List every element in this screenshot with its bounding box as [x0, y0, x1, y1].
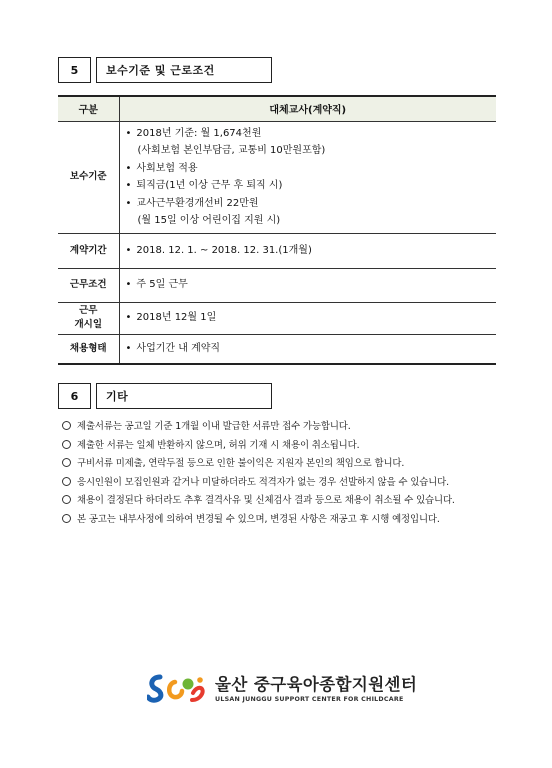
note-text: 제출서류는 공고일 기준 1개월 이내 발급한 서류만 접수 가능합니다. [77, 421, 351, 432]
table-row-period [58, 233, 496, 268]
row-value-condition [119, 268, 496, 302]
list-item [62, 418, 455, 437]
pay-line: (월 15일 이상 어린이집 지원 시) [137, 215, 281, 226]
table-row-condition [58, 268, 496, 302]
pay-line: (사회보험 본인부담금, 교통비 10만원포함) [137, 145, 326, 156]
pay-line: • 퇴직금(1년 이상 근무 후 퇴직 시) [126, 177, 497, 195]
circle-bullet-icon [62, 514, 71, 523]
list-item [62, 511, 455, 530]
period-value: • 2018. 12. 1. ~ 2018. 12. 31.(1개월) [126, 245, 312, 256]
row-label-pay: 보수기준 [58, 121, 119, 233]
pay-conditions-table [58, 95, 496, 365]
condition-value: • 주 5일 근무 [126, 279, 188, 290]
pay-line: • 사회보험 적용 [126, 160, 497, 178]
table-header-row [58, 96, 496, 121]
list-item [62, 492, 455, 511]
row-label-start [58, 302, 119, 334]
row-value-start [119, 302, 496, 334]
circle-bullet-icon [62, 440, 71, 449]
row-label-condition: 근무조건 [58, 268, 119, 302]
section-5-header [58, 57, 272, 84]
circle-bullet-icon [62, 458, 71, 467]
column-header-category: 구분 [58, 96, 119, 121]
pay-line: • 교사근무환경개선비 22만원 [126, 195, 497, 213]
row-label-type: 채용형태 [58, 334, 119, 364]
row-label-period: 계약기간 [58, 233, 119, 268]
table-row-type [58, 334, 496, 364]
section-title: 보수기준 및 근로조건 [96, 57, 272, 83]
logo-name-korean: 울산 중구육아종합지원센터 [215, 674, 418, 694]
note-text: 본 공고는 내부사정에 의하여 변경될 수 있으며, 변경된 사항은 재공고 후 시행 예정입니다. [77, 513, 440, 525]
logo-name-english: ULSAN JUNGGU SUPPORT CENTER FOR CHILDCARE [215, 695, 404, 703]
pay-line: • 2018년 기준: 월 1,674천원 [126, 125, 497, 143]
section-number: 5 [58, 57, 91, 83]
list-item [62, 437, 455, 456]
start-label-line: 근무 [79, 305, 98, 316]
section-6-header [58, 383, 272, 410]
circle-bullet-icon [62, 421, 71, 430]
row-value-period [119, 233, 496, 268]
row-value-type [119, 334, 496, 364]
center-logo [147, 671, 417, 707]
circle-bullet-icon [62, 477, 71, 486]
note-text: 응시인원이 모집인원과 같거나 미달하더라도 적격자가 없는 경우 선발하지 않을 수 있습니다. [77, 476, 450, 488]
list-item [62, 474, 455, 493]
row-value-pay [119, 121, 496, 233]
center-emblem-icon [147, 671, 209, 707]
note-text: 제출한 서류는 일체 반환하지 않으며, 허위 기재 시 채용이 취소됩니다. [77, 439, 360, 451]
notes-list [62, 418, 455, 529]
note-text: 구비서류 미제출, 연락두절 등으로 인한 불이익은 지원자 본인의 책임으로 합니다. [77, 458, 405, 469]
circle-bullet-icon [62, 495, 71, 504]
list-item [62, 455, 455, 474]
note-text: 채용이 결정된다 하더라도 추후 결격사유 및 신체검사 결과 등으로 채용이 취소될 수 있습니다. [77, 495, 455, 506]
column-header-position: 대체교사(계약직) [119, 96, 496, 121]
start-label-line: 개시일 [74, 319, 103, 330]
type-value: • 사업기간 내 계약직 [126, 343, 221, 354]
table-row-pay [58, 121, 496, 233]
table-row-start [58, 302, 496, 334]
logo-text [215, 675, 417, 704]
section-number: 6 [58, 383, 91, 409]
section-title: 기타 [96, 383, 272, 409]
start-value: • 2018년 12월 1일 [126, 312, 217, 323]
